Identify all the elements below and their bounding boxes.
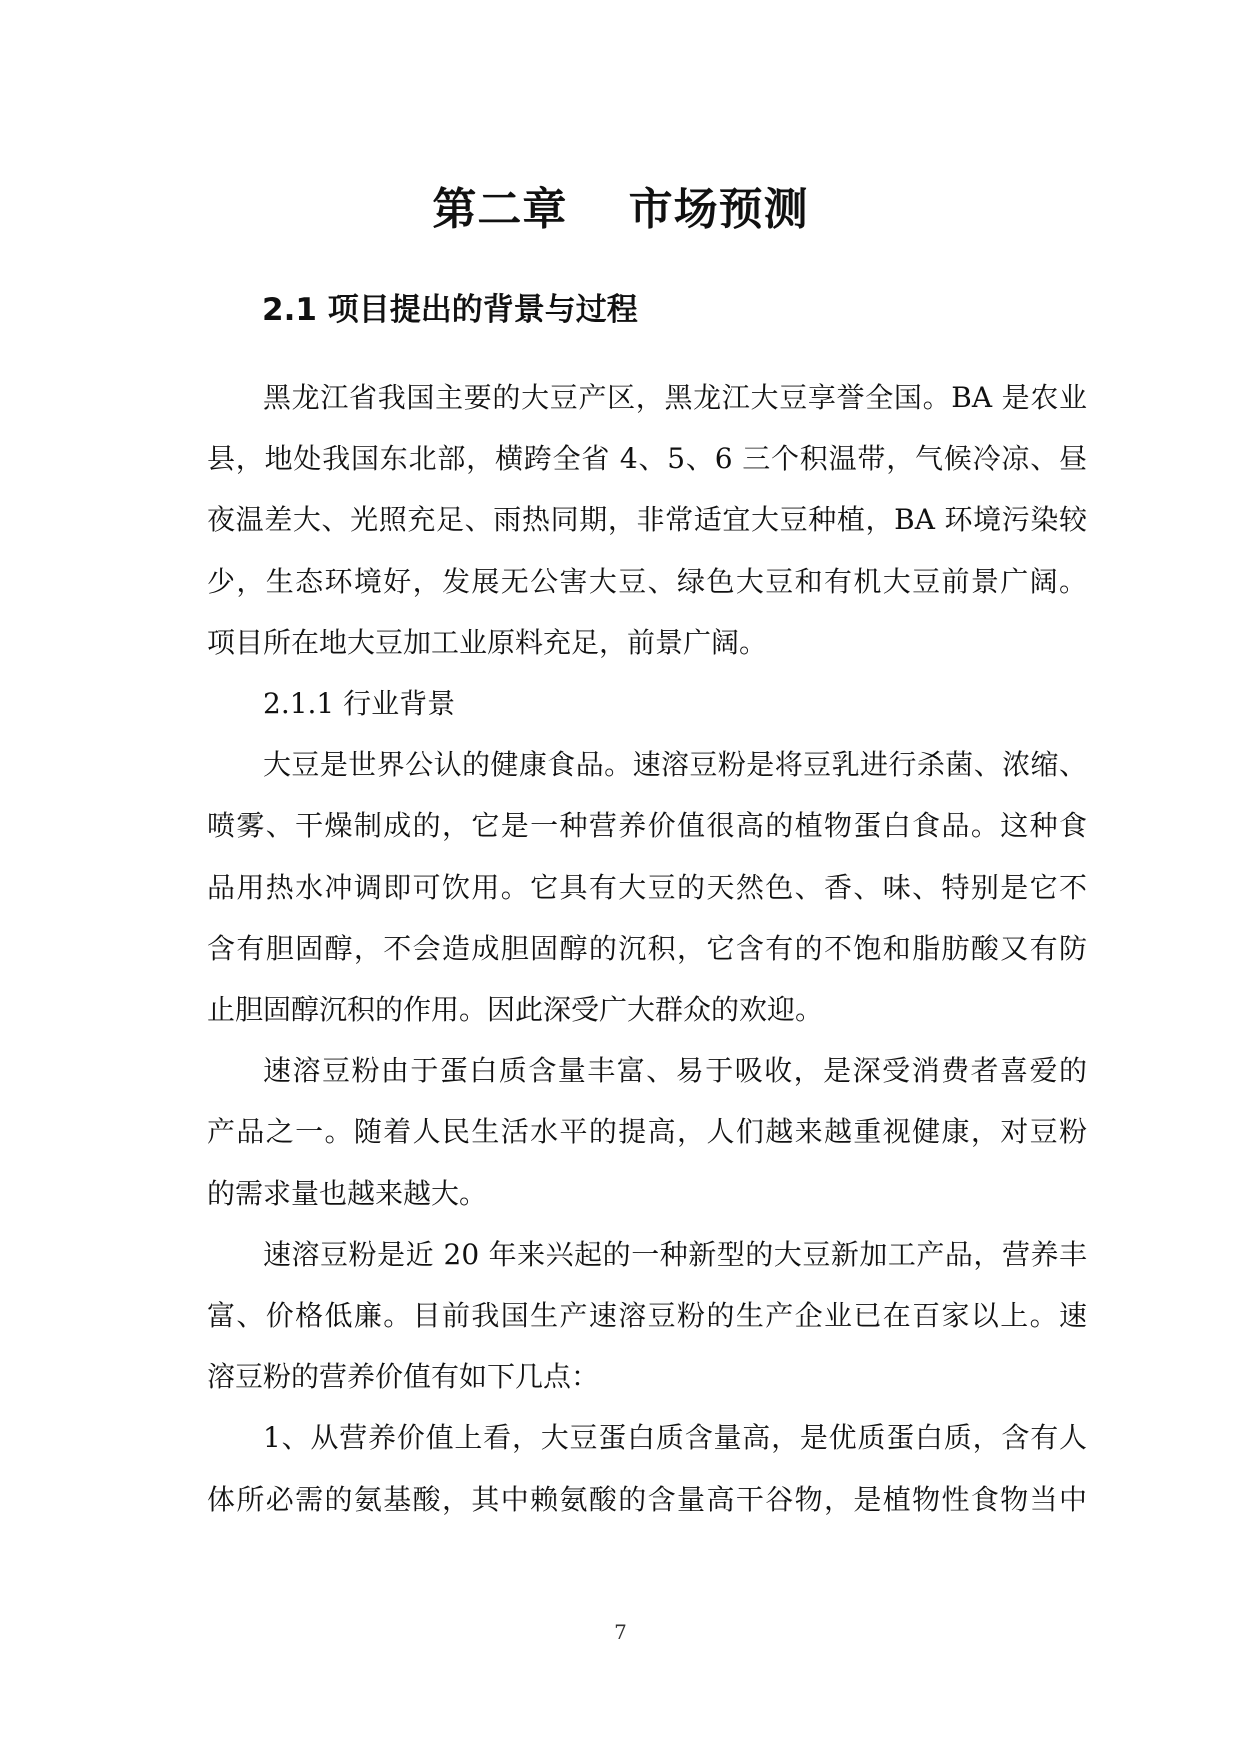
text-line: 速溶豆粉由于蛋白质含量丰富、易于吸收，是深受消费者喜爱的 bbox=[263, 1054, 1087, 1088]
paragraph-product bbox=[207, 1224, 1087, 1408]
paragraph-intro bbox=[207, 367, 1087, 673]
chapter-title: 第二章 市场预测 bbox=[432, 184, 809, 235]
text-line: 夜温差大、光照充足、雨热同期，非常适宜大豆种植，BA 环境污染较 bbox=[207, 503, 1087, 537]
text-line: 1、从营养价值上看，大豆蛋白质含量高，是优质蛋白质，含有人 bbox=[263, 1421, 1087, 1455]
text-line: 溶豆粉的营养价值有如下几点： bbox=[207, 1360, 600, 1394]
text-line: 黑龙江省我国主要的大豆产区，黑龙江大豆享誉全国。BA 是农业 bbox=[263, 381, 1087, 414]
text-line: 喷雾、干燥制成的，它是一种营养价值很高的植物蛋白食品。这种食 bbox=[207, 809, 1087, 843]
document-body bbox=[207, 367, 1087, 1530]
text-line: 的需求量也越来越大。 bbox=[207, 1176, 488, 1210]
text-line: 体所必需的氨基酸，其中赖氨酸的含量高干谷物，是植物性食物当中 bbox=[207, 1482, 1087, 1516]
page-number: 7 bbox=[614, 1620, 627, 1644]
text-line: 品用热水冲调即可饮用。它具有大豆的天然色、香、味、特别是它不 bbox=[207, 870, 1087, 904]
text-line: 大豆是世界公认的健康食品。速溶豆粉是将豆乳进行杀菌、浓缩、 bbox=[263, 748, 1087, 782]
text-line: 少，生态环境好，发展无公害大豆、绿色大豆和有机大豆前景广阔。 bbox=[207, 564, 1087, 598]
paragraph-nutrition bbox=[207, 1407, 1087, 1529]
section-title: 2.1 项目提出的背景与过程 bbox=[262, 292, 638, 328]
text-line: 县，地处我国东北部，横跨全省 4、5、6 三个积温带，气候冷凉、昼 bbox=[207, 442, 1087, 476]
text-line: 产品之一。随着人民生活水平的提高，人们越来越重视健康，对豆粉 bbox=[207, 1115, 1087, 1149]
text-line: 速溶豆粉是近 20 年来兴起的一种新型的大豆新加工产品，营养丰 bbox=[263, 1237, 1087, 1271]
text-line: 含有胆固醇，不会造成胆固醇的沉积，它含有的不饱和脂肪酸又有防 bbox=[207, 931, 1087, 965]
paragraph-industry bbox=[207, 734, 1087, 1040]
text-line: 止胆固醇沉积的作用。因此深受广大群众的欢迎。 bbox=[207, 993, 824, 1027]
text-line: 富、价格低廉。目前我国生产速溶豆粉的生产企业已在百家以上。速 bbox=[207, 1299, 1087, 1333]
subsection-title: 2.1.1 行业背景 bbox=[263, 687, 456, 721]
text-line: 项目所在地大豆加工业原料充足，前景广阔。 bbox=[207, 625, 768, 659]
paragraph-demand bbox=[207, 1040, 1087, 1224]
